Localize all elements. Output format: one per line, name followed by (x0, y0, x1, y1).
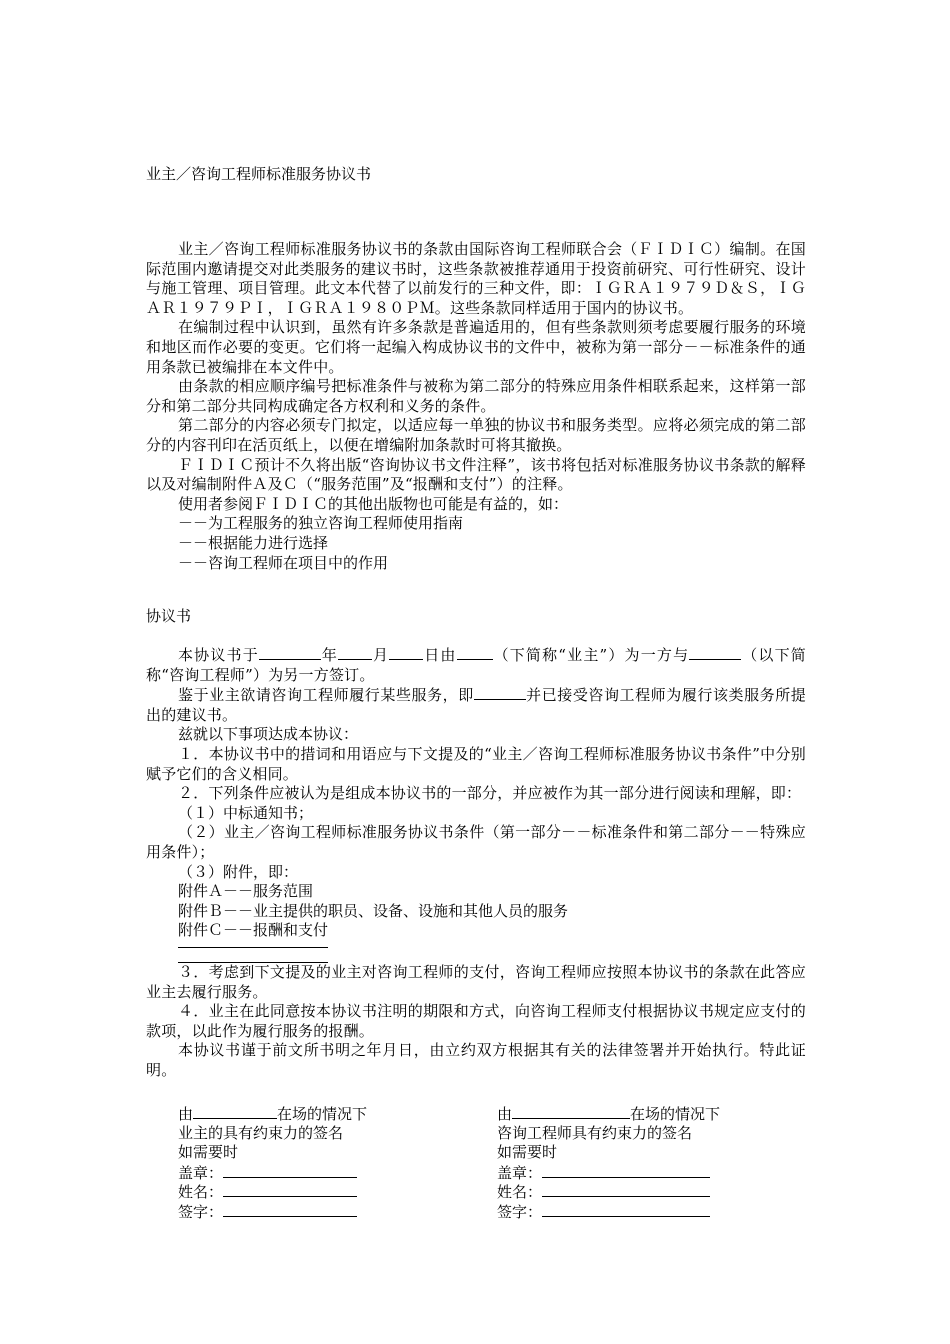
text-run: 由 (497, 1105, 513, 1123)
blank-rule (178, 947, 328, 962)
text-run: （下简称“业主”）为一方与 (492, 646, 690, 664)
agreement-item-2: ２．下列条件应被认为是组成本协议书的一部分，并应被作为其一部分进行阅读和理解，即： (178, 784, 802, 803)
agreement-subitem-2: （２）业主／咨询工程师标准服务协议书条件（第一部分－－标准条件和第二部分－－特殊应用条件）； (146, 823, 806, 861)
blank-month (338, 645, 372, 660)
signature-if-needed: 如需要时 (497, 1143, 558, 1162)
text-run: 姓名： (497, 1183, 543, 1202)
signature-witness-line (497, 1104, 720, 1124)
intro-paragraph-2: 在编制过程中认识到，虽然有许多条款是普遍适用的，但有些条款则须考虑要履行服务的环境和地区而作必要的变更。它们将一起编入构成协议书的文件中，被称为第一部分－－标准条件的通用条款已被编排在本文件中。 (146, 318, 806, 376)
agreement-section (146, 645, 806, 1080)
seal-field[interactable] (223, 1163, 357, 1178)
text-run: 日由 (423, 646, 457, 664)
sign-line (178, 1202, 367, 1222)
annex-b: 附件Ｂ－－业主提供的职员、设备、设施和其他人员的服务 (178, 901, 569, 920)
text-run: 月 (372, 646, 390, 664)
text-run: 盖章： (497, 1163, 543, 1182)
text-run: （以下简称“咨询工程师”）为另一方签订。 (146, 646, 806, 684)
text-run: 盖章： (178, 1163, 224, 1182)
intro-paragraph-6: 使用者参阅ＦＩＤＩＣ的其他出版物也可能是有益的，如： (178, 494, 569, 513)
employer-signature-block (178, 1104, 367, 1222)
seal-field[interactable] (542, 1163, 710, 1178)
intro-section (146, 240, 806, 573)
agreement-paragraph-3: 兹就以下事项达成本协议： (178, 725, 359, 744)
agreement-item-4: ４．业主在此同意按本协议书注明的期限和方式，向咨询工程师支付根据协议书规定应支付的款项，以此作为履行服务的报酬。 (146, 1002, 806, 1040)
annex-a: 附件Ａ－－服务范围 (178, 882, 314, 901)
name-line (178, 1182, 367, 1202)
name-field[interactable] (542, 1182, 710, 1197)
intro-paragraph-1: 业主／咨询工程师标准服务协议书的条款由国际咨询工程师联合会（ＦＩＤＩＣ）编制。在国际范围内邀请提交对此类服务的建议书时，这些条款被推荐通用于投资前研究、可行性研究、设计与施工管理、项目管理。此文本代替了以前发行的三种文件，即：ＩＧＲＡ１９７９Ｄ＆Ｓ，ＩＧＡＲ１９７９ＰＩ，ＩＧＲＡ１９８０ＰＭ。这些条款同样适用于国内的协议书。 (146, 240, 806, 317)
sign-line (497, 1202, 720, 1222)
seal-line (497, 1163, 720, 1183)
blank-employer (457, 645, 493, 660)
text-run: 本协议书于 (178, 646, 259, 664)
signature-party: 业主的具有约束力的签名 (178, 1123, 344, 1142)
intro-list-item: －－根据能力进行选择 (178, 533, 329, 552)
blank-day (389, 645, 423, 660)
agreement-subitem-1: （１）中标通知书； (178, 803, 314, 822)
sign-field[interactable] (223, 1202, 357, 1217)
witness-blank[interactable] (193, 1104, 277, 1119)
intro-list-item: －－咨询工程师在项目中的作用 (178, 553, 389, 572)
text-run: 签字： (178, 1202, 224, 1221)
agreement-paragraph-1 (146, 645, 806, 685)
agreement-title: 协议书 (146, 607, 192, 625)
blank-consultant (689, 645, 741, 660)
text-run: 在场的情况下 (277, 1105, 368, 1123)
blank-services (474, 685, 526, 700)
intro-paragraph-5: ＦＩＤＩＣ预计不久将出版“咨询协议书文件注释”，该书将包括对标准服务协议书条款的解释以及对编制附件Ａ及Ｃ（“服务范围”及“报酬和支付”）的注释。 (146, 455, 806, 494)
seal-line (178, 1163, 367, 1183)
agreement-paragraph-2 (146, 685, 806, 725)
agreement-item-3: ３．考虑到下文提及的业主对咨询工程师的支付，咨询工程师应按照本协议书的条款在此答应业主去履行服务。 (146, 962, 806, 1001)
sign-field[interactable] (542, 1202, 710, 1217)
document-title: 业主／咨询工程师标准服务协议书 (146, 165, 372, 183)
text-run: 签字： (497, 1202, 543, 1221)
signature-witness-line (178, 1104, 367, 1124)
agreement-closing: 本协议书谨于前文所书明之年月日，由立约双方根据其有关的法律签署并开始执行。特此证明。 (146, 1041, 806, 1079)
intro-paragraph-3: 由条款的相应顺序编号把标准条件与被称为第二部分的特殊应用条件相联系起来，这样第一部分和第二部分共同构成确定各方权利和义务的条件。 (146, 377, 806, 415)
text-run: 由 (178, 1105, 194, 1123)
signature-party: 咨询工程师具有约束力的签名 (497, 1123, 693, 1142)
intro-paragraph-4: 第二部分的内容必须专门拟定，以适应每一单独的协议书和服务类型。应将必须完成的第二部分的内容刊印在活页纸上，以便在增编附加条款时可将其撤换。 (146, 416, 806, 454)
intro-list-item: －－为工程服务的独立咨询工程师使用指南 (178, 514, 464, 533)
text-run: 鉴于业主欲请咨询工程师履行某些服务，即 (178, 686, 474, 705)
agreement-item-1: １．本协议书中的措词和用语应与下文提及的“业主／咨询工程师标准服务协议书条件”中分别赋予它们的含义相同。 (146, 744, 806, 783)
witness-blank[interactable] (512, 1104, 630, 1119)
name-field[interactable] (223, 1182, 357, 1197)
agreement-subitem-3: （３）附件，即： (178, 862, 299, 881)
blank-year (259, 645, 321, 660)
signature-if-needed: 如需要时 (178, 1143, 239, 1162)
annex-c: 附件Ｃ－－报酬和支付 (178, 921, 329, 940)
consultant-signature-block (497, 1104, 720, 1222)
text-run: 姓名： (178, 1183, 224, 1202)
text-run: 年 (320, 646, 339, 664)
text-run: 并已接受咨询工程师为履行该类服务所提出的建议书。 (146, 686, 806, 724)
text-run: 在场的情况下 (630, 1105, 721, 1123)
name-line (497, 1182, 720, 1202)
